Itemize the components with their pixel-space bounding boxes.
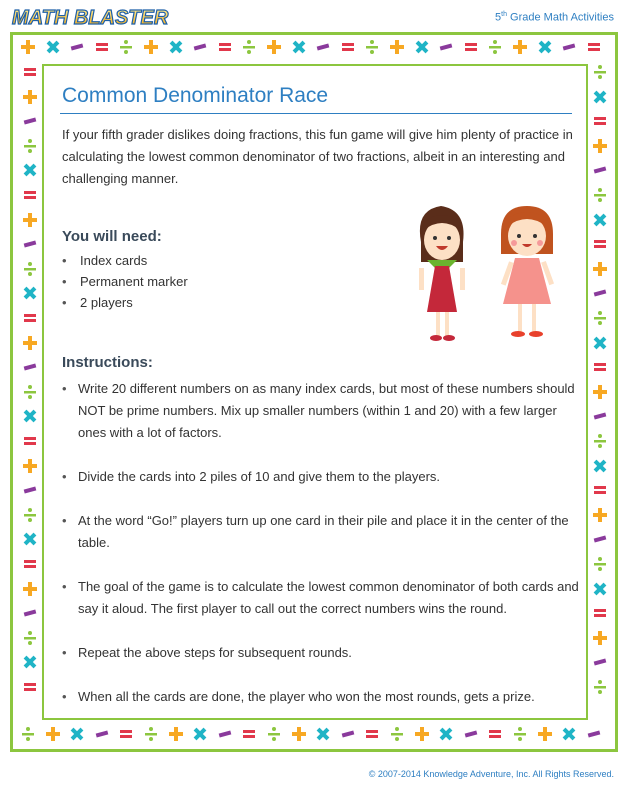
minus-icon [192,39,208,55]
equals-icon [592,236,608,252]
equals-icon [94,39,110,55]
times-icon [592,458,608,474]
minus-icon [592,285,608,301]
equals-icon [340,39,356,55]
divide-icon [592,64,608,80]
needs-list [62,250,188,313]
times-icon [22,531,38,547]
times-icon [592,89,608,105]
list-item: • Divide the cards into 2 piles of 10 and give them to the players. [62,466,580,488]
minus-icon [592,531,608,547]
list-item: • At the word “Go!” players turn up one card in their pile and place it in the center of the table. [62,510,580,554]
plus-icon [512,39,528,55]
title-divider [60,113,572,114]
minus-icon [561,39,577,55]
minus-icon [592,408,608,424]
plus-icon [22,335,38,351]
list-item: • The goal of the game is to calculate the lowest common denominator of both cards and say it aloud. The first player to call out the correct numbers wins the round. [62,576,580,620]
plus-icon [592,138,608,154]
equals-icon [22,64,38,80]
times-icon [45,39,61,55]
plus-icon [266,39,282,55]
divide-icon [592,310,608,326]
times-icon [291,39,307,55]
times-icon [168,39,184,55]
divide-icon [592,187,608,203]
grade-suffix: th [501,11,507,18]
plus-icon [592,630,608,646]
plus-icon [22,581,38,597]
times-icon [22,654,38,670]
equals-icon [463,39,479,55]
girl-right-figure [501,206,554,337]
divide-icon [592,679,608,695]
plus-icon [592,261,608,277]
equals-icon [592,482,608,498]
times-icon [22,285,38,301]
divide-icon [22,507,38,523]
minus-icon [22,482,38,498]
divide-icon [487,39,503,55]
list-item: • Index cards [62,250,188,271]
logo-text: MATH BLASTER [12,7,169,29]
divide-icon [592,433,608,449]
equals-icon [22,679,38,695]
equals-icon [22,310,38,326]
divide-icon [364,39,380,55]
math-blaster-logo [8,4,188,30]
plus-icon [45,726,61,742]
needs-heading: You will need: [62,228,162,245]
plus-icon [592,384,608,400]
plus-icon [143,39,159,55]
divide-icon [118,39,134,55]
times-icon [537,39,553,55]
divide-icon [22,630,38,646]
equals-icon [22,187,38,203]
girl-left-figure [419,206,465,341]
minus-icon [69,39,85,55]
divide-icon [22,138,38,154]
divide-icon [241,39,257,55]
minus-icon [438,39,454,55]
list-item: • Permanent marker [62,271,188,292]
times-icon [414,39,430,55]
plus-icon [20,39,36,55]
minus-icon [315,39,331,55]
list-item: • 2 players [62,292,188,313]
divide-icon [22,384,38,400]
instructions-list [62,378,580,730]
equals-icon [22,556,38,572]
equals-icon [217,39,233,55]
equals-icon [592,359,608,375]
divide-icon [592,556,608,572]
plus-icon [389,39,405,55]
list-item: • Write 20 different numbers on as many index cards, but most of these numbers should NOT be prime numbers. Mix up smaller numbers (within 1 and 20) with a few larger ones with a lot of factors. [62,378,580,444]
plus-icon [22,458,38,474]
minus-icon [22,236,38,252]
times-icon [592,335,608,351]
divide-icon [20,726,36,742]
minus-icon [592,654,608,670]
divide-icon [22,261,38,277]
grade-number: 5 [495,11,502,24]
minus-icon [586,726,602,742]
plus-icon [22,89,38,105]
grade-label [495,11,614,24]
list-item: • When all the cards are done, the player who won the most rounds, gets a prize. [62,686,580,708]
times-icon [22,162,38,178]
instructions-heading: Instructions: [62,354,153,371]
times-icon [592,212,608,228]
page-title: Common Denominator Race [62,84,329,107]
list-item: • Repeat the above steps for subsequent rounds. [62,642,580,664]
plus-icon [22,212,38,228]
times-icon [592,581,608,597]
grade-text: Grade Math Activities [507,11,614,24]
minus-icon [22,605,38,621]
minus-icon [592,162,608,178]
girls-illustration [405,200,575,350]
equals-icon [22,433,38,449]
plus-icon [592,507,608,523]
equals-icon [586,39,602,55]
copyright-footer: © 2007-2014 Knowledge Adventure, Inc. All Rights Reserved. [368,769,614,779]
intro-paragraph: If your fifth grader dislikes doing fractions, this fun game will give him plenty of practice in calculating the lowest common denominator of two fractions, albeit in an interesting and challenging manner. [62,127,573,186]
times-icon [22,408,38,424]
minus-icon [22,359,38,375]
equals-icon [592,113,608,129]
minus-icon [22,113,38,129]
equals-icon [592,605,608,621]
